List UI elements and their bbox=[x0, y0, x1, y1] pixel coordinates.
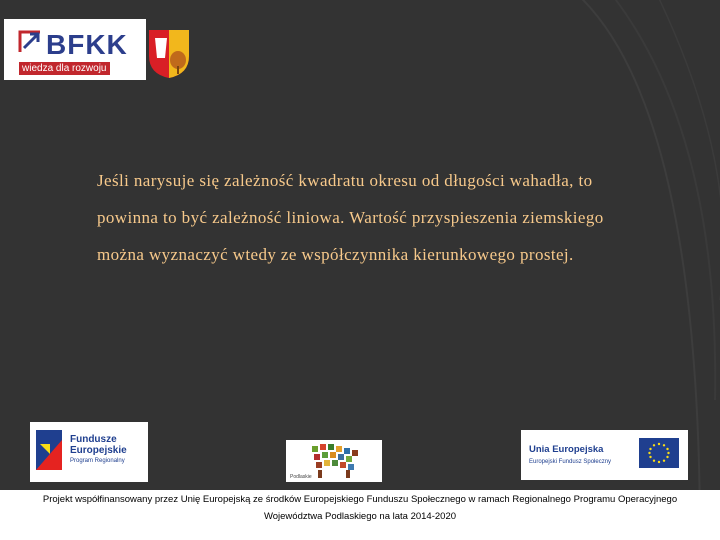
fundusze-europejskie-logo bbox=[30, 422, 148, 482]
unia-europejska-logo bbox=[521, 430, 688, 480]
ue-line2: Europejski Fundusz Społeczny bbox=[529, 459, 612, 465]
podlaskie-logo bbox=[286, 440, 382, 482]
fe-line2: Europejskie bbox=[70, 445, 127, 456]
bfkk-name: BFKK bbox=[46, 29, 128, 60]
footer-line2: Województwa Podlaskiego na lata 2014-2020 bbox=[263, 511, 457, 522]
eu-flag-icon bbox=[639, 438, 679, 468]
fe-line3: Program Regionalny bbox=[70, 458, 125, 464]
podlaskie-label: Podlaskie bbox=[290, 474, 312, 480]
bfkk-tagline: wiedza dla rozwoju bbox=[19, 62, 110, 75]
footer bbox=[0, 490, 720, 540]
fe-line1: Fundusze bbox=[70, 434, 117, 445]
voivodeship-crest-icon bbox=[147, 28, 191, 80]
footer-line1: Projekt współfinansowany przez Unię Europejską ze środków Europejskiego Funduszu Społecznego w ramach Regionalnego Programu Operacyjnego bbox=[42, 494, 678, 505]
bfkk-mark-icon bbox=[18, 30, 42, 54]
ue-line1: Unia Europejska bbox=[529, 444, 604, 455]
main-paragraph: Jeśli narysuje się zależność kwadratu okresu od długości wahadła, to powinna to być zależność liniowa. Wartość przyspieszenia ziemskiego można wyznaczyć wtedy ze współczynnika kierunkowego prostej. bbox=[97, 171, 604, 264]
bfkk-logo bbox=[4, 19, 146, 80]
